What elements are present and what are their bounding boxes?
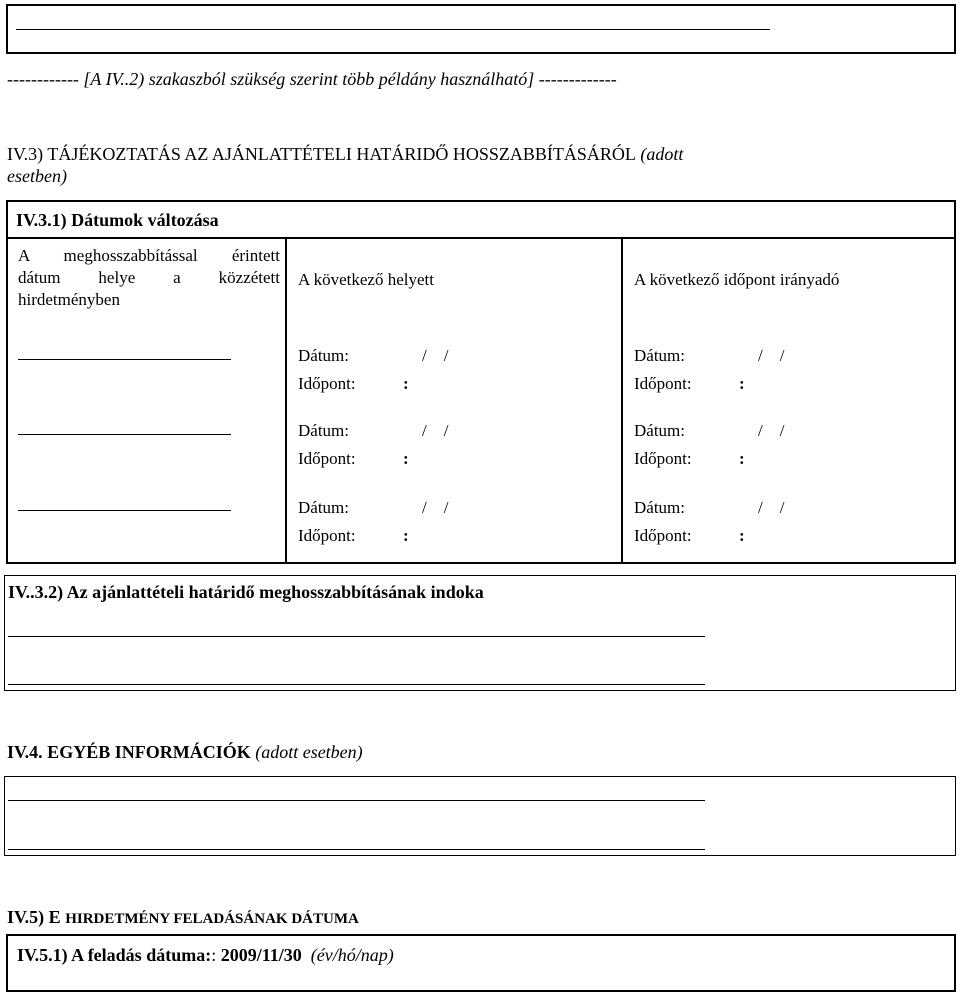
dispatch-date-label: IV.5.1) A feladás dátuma: (17, 945, 212, 965)
row2-col2-idopont (298, 448, 409, 470)
row3-col2-datum (298, 497, 449, 519)
row3-col2-datum-sep: / / (422, 498, 449, 517)
row2-col3-idopont (634, 448, 745, 470)
col-divider-1 (285, 237, 287, 564)
dispatch-date-heading-rest: HIRDETMÉNY FELADÁSÁNAK DÁTUMA (65, 911, 359, 927)
row2-col3-datum-label: Dátum: (634, 421, 685, 440)
row1-col2-datum (298, 345, 449, 367)
section-iv3-suffix: (adott (635, 144, 684, 164)
dispatch-date-row (17, 944, 394, 966)
row1-col3-idopont (634, 373, 745, 395)
row3-col2-datum-label: Dátum: (298, 498, 349, 517)
section-iv3-suffix2: esetben) (7, 166, 67, 186)
extension-reason-title: IV..3.2) Az ajánlattételi határidő meghosszabbításának indoka (8, 582, 484, 602)
row2-blank-line (18, 434, 231, 435)
table-top-line (6, 237, 956, 239)
row2-col2-datum-sep: / / (422, 421, 449, 440)
row1-col2-idopont-sep: : (403, 374, 409, 393)
dispatch-date-colon: : (211, 945, 217, 965)
row2-col3-idopont-sep: : (739, 449, 745, 468)
other-info-line-1[interactable] (8, 800, 705, 801)
other-info-heading (7, 741, 363, 763)
dispatch-date-heading-prefix: IV.5) E (7, 907, 66, 927)
dispatch-date-format-hint: (év/hó/nap) (310, 945, 394, 965)
extension-reason-line-2[interactable] (8, 684, 705, 685)
row3-col3-datum (634, 497, 785, 519)
row3-col3-idopont-label: Időpont: (634, 526, 692, 545)
row2-col3-datum-sep: / / (758, 421, 785, 440)
row1-col3-idopont-sep: : (739, 374, 745, 393)
row3-col3-idopont-sep: : (739, 526, 745, 545)
row1-col2-datum-sep: / / (422, 346, 449, 365)
dispatch-date-value: 2009/11/30 (216, 945, 302, 965)
row3-blank-line (18, 510, 231, 511)
row1-col2-idopont (298, 373, 409, 395)
col-divider-2 (621, 237, 623, 564)
other-info-box (4, 776, 956, 856)
row2-col3-idopont-label: Időpont: (634, 449, 692, 468)
row3-col3-datum-label: Dátum: (634, 498, 685, 517)
row3-col3-idopont (634, 525, 745, 547)
other-info-title: IV.4. EGYÉB INFORMÁCIÓK (7, 742, 251, 762)
dispatch-date-heading (7, 906, 359, 930)
row2-col2-idopont-sep: : (403, 449, 409, 468)
separator-note: ------------ [A IV..2) szakaszból szükség szerint több példány használható] ------------- (7, 69, 617, 89)
dates-change-title: IV.3.1) Dátumok változása (16, 210, 219, 230)
row2-col2-datum (298, 420, 449, 442)
col1-header-line1: A meghosszabbítással érintett (18, 246, 280, 265)
row3-col2-idopont (298, 525, 409, 547)
col2-header: A következő helyett (298, 270, 434, 289)
row1-col2-datum-label: Dátum: (298, 346, 349, 365)
col1-header-line3: hirdetményben (18, 290, 120, 309)
other-info-suffix: (adott esetben) (250, 742, 363, 762)
row1-col3-datum (634, 345, 785, 367)
section-iv3-heading (7, 143, 947, 187)
row2-col2-datum-label: Dátum: (298, 421, 349, 440)
row1-col3-datum-sep: / / (758, 346, 785, 365)
col1-header-line2: dátum helye a közzétett (18, 268, 280, 287)
row3-col2-idopont-sep: : (403, 526, 409, 545)
row3-col3-datum-sep: / / (758, 498, 785, 517)
row1-col3-idopont-label: Időpont: (634, 374, 692, 393)
row1-col2-idopont-label: Időpont: (298, 374, 356, 393)
row3-col2-idopont-label: Időpont: (298, 526, 356, 545)
row2-col2-idopont-label: Időpont: (298, 449, 356, 468)
row1-col3-datum-label: Dátum: (634, 346, 685, 365)
row1-blank-line (18, 359, 231, 360)
col3-header: A következő időpont irányadó (634, 270, 840, 289)
col1-header (18, 245, 280, 289)
row2-col3-datum (634, 420, 785, 442)
extension-reason-line-1[interactable] (8, 636, 705, 637)
top-box-line (16, 29, 770, 30)
other-info-line-2[interactable] (8, 849, 705, 850)
section-iv3-title: IV.3) TÁJÉKOZTATÁS AZ AJÁNLATTÉTELI HATÁRIDŐ HOSSZABBÍTÁSÁRÓL (7, 144, 636, 164)
